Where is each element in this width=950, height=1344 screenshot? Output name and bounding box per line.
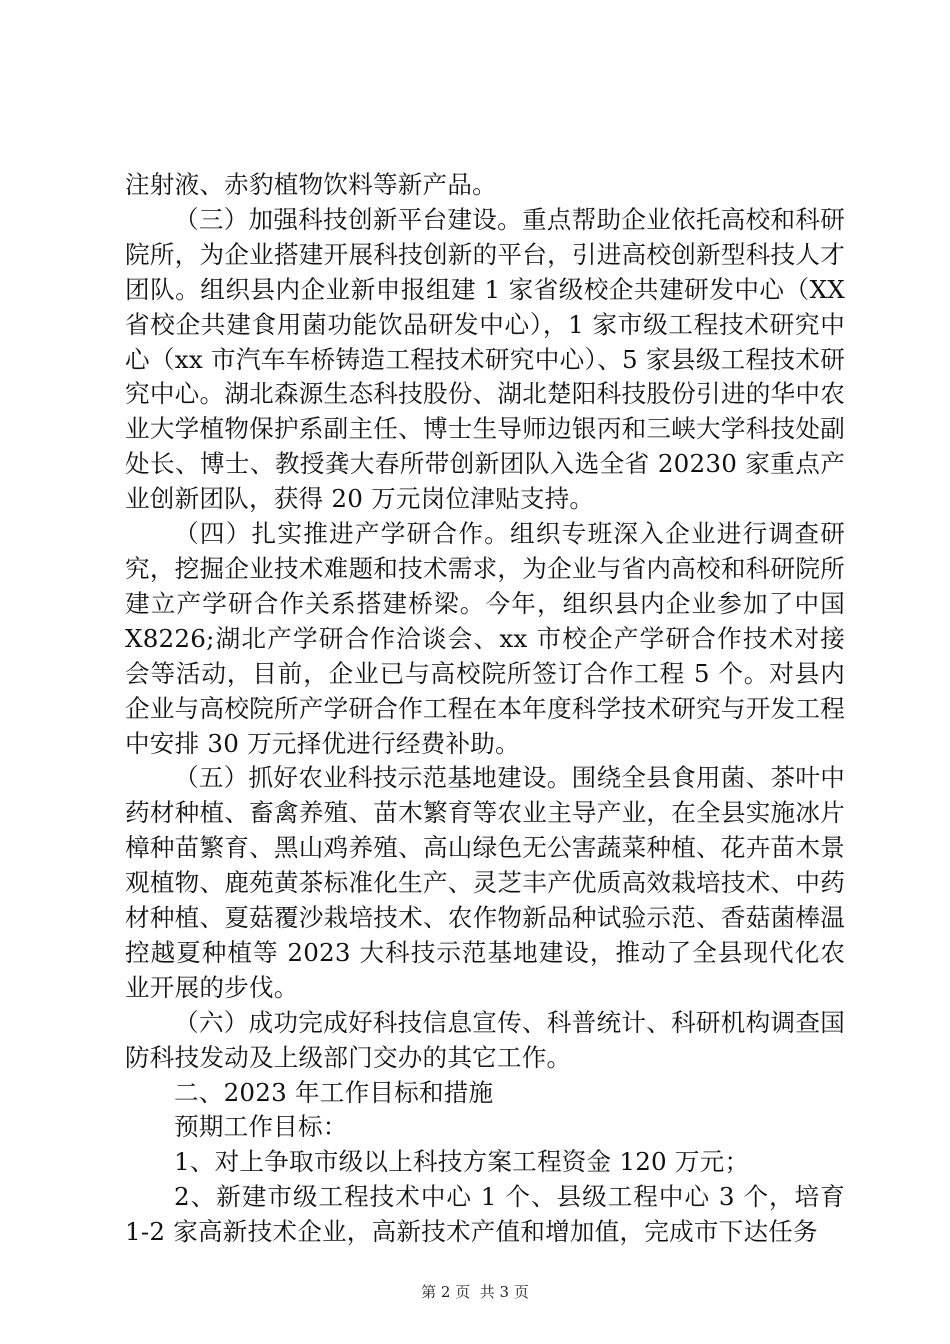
paragraph-section-3: （三）加强科技创新平台建设。重点帮助企业依托高校和科研院所，为企业搭建开展科技创新的平台，引进高校创新型科技人才团队。组织县内企业新申报组建 1 家省级校企共建研发中心（XX 省校企共建食用菌功能饮品研发中心），1 家市级工程技术研究中心（xx 市汽车车桥铸造工程技术研究中心）、5 家县级工程技术研究中心。湖北森源生态科技股份、湖北楚阳科技股份引进的华中农业大学植物保护系副主任、博士生导师边银丙和三峡大学科技处副处长、博士、教授龚大春所带创新团队入选全省 20230 家重点产业创新团队，获得 20 万元岗位津贴支持。 <box>125 204 845 514</box>
page-number-footer: 第 2 页 共 3 页 <box>421 1283 529 1301</box>
document-body <box>125 168 845 1250</box>
goal-item-1: 1、对上争取市级以上科技方案工程资金 120 万元； <box>174 1147 750 1177</box>
section-heading-2023-goals: 二、2023 年工作目标和措施 <box>174 1077 494 1107</box>
paragraph-section-4: （四）扎实推进产学研合作。组织专班深入企业进行调查研究，挖掘企业技术难题和技术需求，为企业与省内高校和科研院所建立产学研合作关系搭建桥梁。今年，组织县内企业参加了中国 X8226;湖北产学研合作洽谈会、xx 市校企产学研合作技术对接会等活动，目前，企业已与高校院所签订合作工程 5 个。对县内企业与高校院所产学研合作工程在本年度科学技术研究与开发工程中安排 30 万元择优进行经费补助。 <box>125 519 845 758</box>
goals-label: 预期工作目标： <box>174 1112 348 1142</box>
paragraph-continuation: 注射液、赤豹植物饮料等新产品。 <box>125 170 497 199</box>
paragraph-section-5: （五）抓好农业科技示范基地建设。围绕全县食用菌、茶叶中药材种植、畜禽养殖、苗木繁育等农业主导产业，在全县实施冰片樟种苗繁育、黑山鸡养殖、高山绿色无公害蔬菜种植、花卉苗木景观植物、鹿苑黄茶标准化生产、灵芝丰产优质高效栽培技术、中药材种植、夏菇覆沙栽培技术、农作物新品种试验示范、香菇菌棒温控越夏种植等 2023 大科技示范基地建设，推动了全县现代化农业开展的步伐。 <box>125 763 845 1002</box>
paragraph-section-6: （六）成功完成好科技信息宣传、科普统计、科研机构调查国防科技发动及上级部门交办的其它工作。 <box>125 1007 845 1072</box>
goal-item-2: 2、新建市级工程技术中心 1 个、县级工程中心 3 个，培育 1-2 家高新技术企业，高新技术产值和增加值，完成市下达任务 <box>125 1182 845 1247</box>
